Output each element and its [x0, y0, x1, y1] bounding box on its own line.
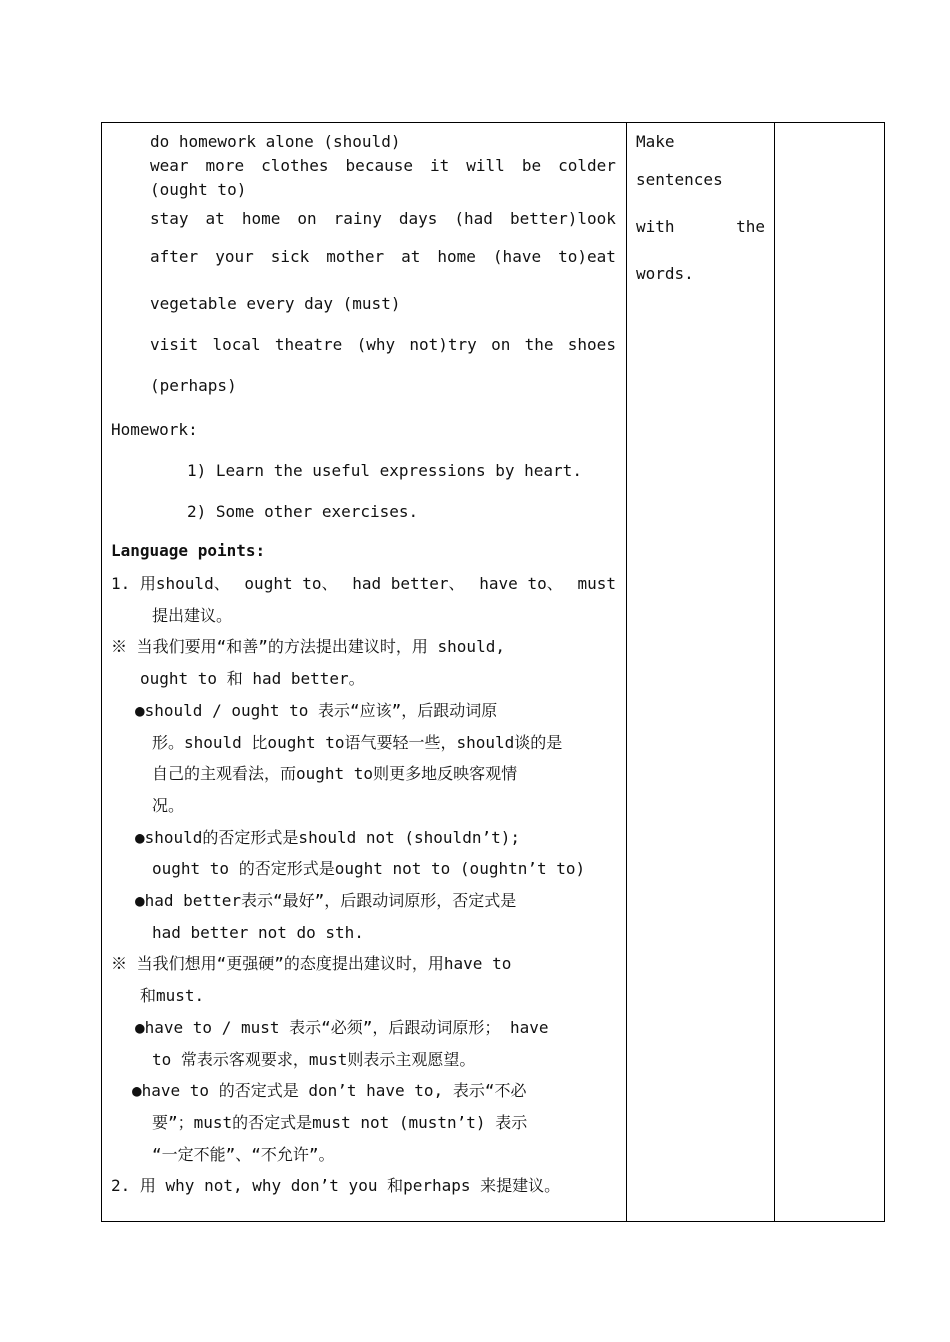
note-1-line-b: ought to 和 had better。 [140, 669, 365, 689]
bullet-1-line-a: ●should / ought to 表示“应该”，后跟动词原 [135, 700, 498, 720]
bullet-4-line-a: ●have to / must 表示“必须”，后跟动词原形； have [135, 1017, 549, 1037]
homework-item-1: 1) Learn the useful expressions by heart. [187, 461, 582, 480]
bullet-2-line-a: ●should的否定形式是should not (shouldn’t); [135, 827, 520, 847]
bullet-3-line-b: had better not do sth. [152, 922, 364, 942]
bullet-4-line-b: to 常表示客观要求，must则表示主观愿望。 [152, 1049, 476, 1069]
homework-title: Homework: [111, 420, 198, 439]
practice-line-6: vegetable every day (must) [150, 294, 401, 313]
practice-line-3: (ought to) [150, 180, 247, 199]
note-2-line-a: ※ 当我们想用“更强硬”的态度提出建议时，用have to [111, 954, 512, 974]
table-row [102, 123, 885, 1222]
practice-line-4: stay at home on rainy days (had better)look [150, 209, 616, 228]
practice-line-1: do homework alone (should) [150, 132, 401, 151]
point-1-line-b: 提出建议。 [152, 605, 233, 625]
method-line-1: Make [636, 132, 675, 151]
point-2: 2. 用 why not, why don’t you 和perhaps 来提建议。 [111, 1176, 561, 1196]
point-1-line-a: 1. 用should、 ought to、 had better、 have to、 must [111, 574, 616, 593]
bullet-1-line-d: 况。 [152, 795, 185, 815]
homework-item-2: 2) Some other exercises. [187, 502, 419, 521]
method-line-3: with the [636, 217, 765, 236]
empty-cell [775, 123, 885, 1222]
practice-line-2: wear more clothes because it will be colder [150, 156, 616, 175]
lesson-plan-table [101, 122, 885, 1222]
practice-line-5: after your sick mother at home (have to)eat [150, 247, 616, 266]
practice-line-7: visit local theatre (why not)try on the shoes [150, 335, 616, 354]
bullet-1-line-b: 形。should 比ought to语气要轻一些，should谈的是 [152, 732, 563, 752]
method-line-4: words. [636, 264, 694, 283]
method-cell [627, 123, 775, 1222]
bullet-5-line-a: ●have to 的否定式是 don’t have to, 表示“不必 [132, 1081, 527, 1101]
language-points-title: Language points: [111, 541, 266, 560]
method-line-2: sentences [636, 170, 723, 189]
note-2-line-b: 和must. [140, 986, 205, 1006]
bullet-2-line-b: ought to 的否定形式是ought not to (oughtn’t to) [152, 859, 586, 879]
bullet-5-line-b: 要”；must的否定式是must not (mustn’t) 表示 [152, 1112, 528, 1132]
note-1-line-a: ※ 当我们要用“和善”的方法提出建议时，用 should, [111, 637, 505, 657]
content-cell [102, 123, 627, 1222]
bullet-3-line-a: ●had better表示“最好”，后跟动词原形，否定式是 [135, 891, 517, 911]
bullet-5-line-c: “一定不能”、“不允许”。 [152, 1144, 335, 1164]
practice-line-8: (perhaps) [150, 376, 237, 395]
bullet-1-line-c: 自己的主观看法，而ought to则更多地反映客观情 [152, 764, 518, 784]
